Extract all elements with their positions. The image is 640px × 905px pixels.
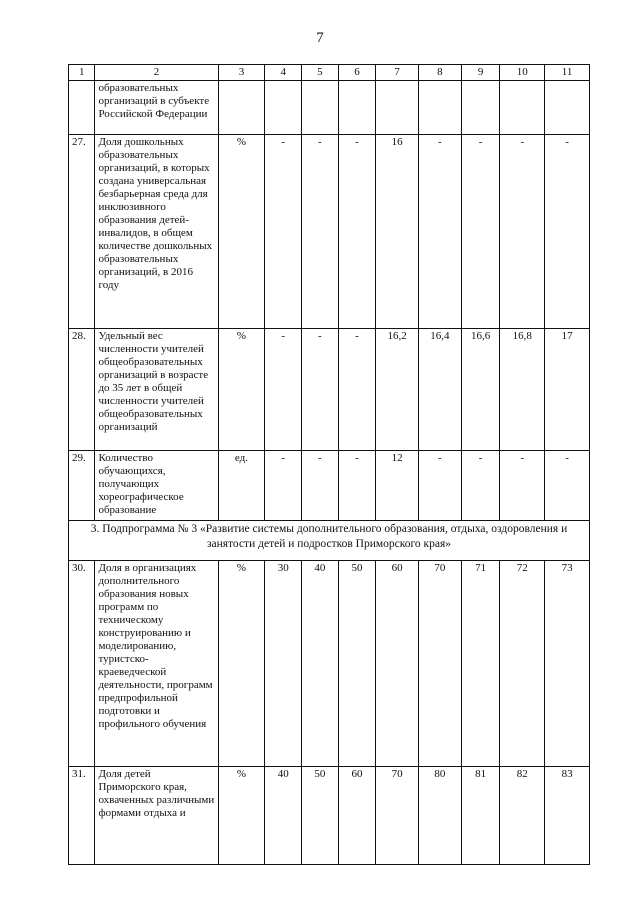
unit-cell: %: [218, 767, 265, 865]
indicator-name: Удельный вес численности учителей общеобразовательных организаций в возрасте до 35 лет в общей численности учителей общеобразовательных организаций: [95, 329, 218, 451]
value-cell: -: [545, 135, 590, 329]
value-cell: 16,2: [376, 329, 419, 451]
header-cell: 1: [69, 65, 95, 81]
value-cell: -: [302, 451, 339, 521]
value-cell: -: [265, 329, 302, 451]
unit-cell: ед.: [218, 451, 265, 521]
value-cell: -: [500, 135, 545, 329]
value-cell: 50: [302, 767, 339, 865]
unit-cell: %: [218, 135, 265, 329]
section-row: [69, 521, 590, 561]
value-cell: -: [461, 451, 500, 521]
value-cell: [500, 81, 545, 135]
section-title: 3. Подпрограмма № 3 «Развитие системы дополнительного образования, отдыха, оздоровления и занятости детей и подростков Приморского края»: [69, 521, 590, 561]
table-row: [69, 81, 590, 135]
value-cell: 82: [500, 767, 545, 865]
value-cell: -: [338, 135, 376, 329]
indicator-name: Количество обучающихся, получающих хореографическое образование: [95, 451, 218, 521]
header-cell: 10: [500, 65, 545, 81]
value-cell: -: [500, 451, 545, 521]
page-number: 7: [316, 30, 324, 46]
row-number: 28.: [69, 329, 95, 451]
value-cell: 16: [376, 135, 419, 329]
row-number: 31.: [69, 767, 95, 865]
unit-cell: [218, 81, 265, 135]
value-cell: [545, 81, 590, 135]
header-row: [69, 65, 590, 81]
value-cell: 81: [461, 767, 500, 865]
value-cell: -: [265, 135, 302, 329]
value-cell: 40: [265, 767, 302, 865]
row-number: 30.: [69, 561, 95, 767]
row-number: 27.: [69, 135, 95, 329]
header-cell: 7: [376, 65, 419, 81]
header-cell: 5: [302, 65, 339, 81]
value-cell: [265, 81, 302, 135]
value-cell: [338, 81, 376, 135]
indicators-table: [68, 64, 590, 865]
value-cell: 70: [376, 767, 419, 865]
value-cell: 50: [338, 561, 376, 767]
value-cell: -: [302, 329, 339, 451]
unit-cell: %: [218, 329, 265, 451]
value-cell: 71: [461, 561, 500, 767]
value-cell: -: [338, 329, 376, 451]
row-number: 29.: [69, 451, 95, 521]
header-cell: 8: [419, 65, 462, 81]
value-cell: 30: [265, 561, 302, 767]
value-cell: 12: [376, 451, 419, 521]
header-cell: 2: [95, 65, 218, 81]
value-cell: 60: [376, 561, 419, 767]
table-row: [69, 451, 590, 521]
value-cell: 72: [500, 561, 545, 767]
value-cell: [376, 81, 419, 135]
table-row: [69, 135, 590, 329]
header-cell: 3: [218, 65, 265, 81]
unit-cell: %: [218, 561, 265, 767]
header-cell: 9: [461, 65, 500, 81]
value-cell: 60: [338, 767, 376, 865]
value-cell: -: [545, 451, 590, 521]
value-cell: -: [265, 451, 302, 521]
value-cell: -: [461, 135, 500, 329]
value-cell: 16,6: [461, 329, 500, 451]
table-row: [69, 767, 590, 865]
indicator-name: образовательных организаций в субъекте Российской Федерации: [95, 81, 218, 135]
indicator-name: Доля в организациях дополнительного образования новых программ по техническому конструированию и моделированию, туристско-краеведческой деятельности, программ предпрофильной подготовки и профильного обучения: [95, 561, 218, 767]
table-row: [69, 561, 590, 767]
row-number: [69, 81, 95, 135]
value-cell: 83: [545, 767, 590, 865]
indicator-name: Доля дошкольных образовательных организаций, в которых создана универсальная безбарьерная среда для инклюзивного образования детей-инвалидов, в общем количестве дошкольных образовательных организаций, в 2016 году: [95, 135, 218, 329]
value-cell: -: [419, 451, 462, 521]
value-cell: -: [419, 135, 462, 329]
value-cell: -: [338, 451, 376, 521]
value-cell: [419, 81, 462, 135]
value-cell: [461, 81, 500, 135]
value-cell: 70: [419, 561, 462, 767]
header-cell: 11: [545, 65, 590, 81]
value-cell: 16,8: [500, 329, 545, 451]
value-cell: 80: [419, 767, 462, 865]
value-cell: 40: [302, 561, 339, 767]
header-cell: 6: [338, 65, 376, 81]
value-cell: 17: [545, 329, 590, 451]
value-cell: 16,4: [419, 329, 462, 451]
table-row: [69, 329, 590, 451]
value-cell: 73: [545, 561, 590, 767]
header-cell: 4: [265, 65, 302, 81]
value-cell: -: [302, 135, 339, 329]
value-cell: [302, 81, 339, 135]
indicator-name: Доля детей Приморского края, охваченных различными формами отдыха и: [95, 767, 218, 865]
